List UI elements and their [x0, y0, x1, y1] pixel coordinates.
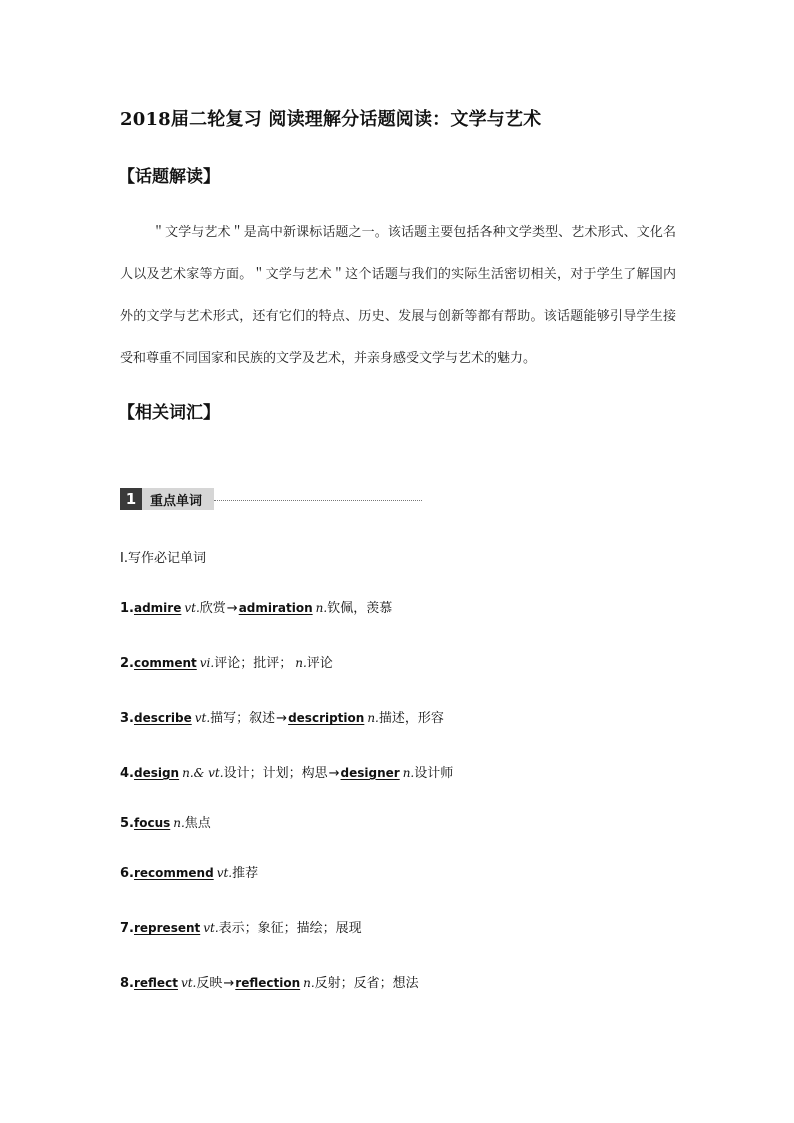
meaning: 焦点 [184, 816, 211, 831]
intro-paragraph: ＂文学与艺术＂是高中新课标话题之一。该话题主要包括各种文学类型、艺术形式、文化名人以及艺术家等方面。＂文学与艺术＂这个话题与我们的实际生活密切相关，对于学生了解国内外的文学与艺术形式，还有它们的特点、历史、发展与创新等都有帮助。该话题能够引导学生接受和尊重不同国家和民族的文学及艺术，并亲身感受文学与艺术的魅力。 [120, 225, 676, 366]
vocab-word: reflect [133, 976, 178, 990]
meaning: 欣赏 [199, 601, 226, 616]
meaning: 表示；象征；描绘；展现 [218, 921, 362, 936]
banner-label: 重点单词 [142, 488, 214, 510]
banner-divider [214, 500, 422, 501]
part-of-speech: vt. [216, 866, 233, 880]
arrow-icon: → [276, 711, 288, 726]
item-number: 2. [120, 656, 134, 671]
part-of-speech: vt. [184, 601, 200, 615]
vocab-item [120, 972, 419, 991]
part-of-speech: n.& vt. [182, 766, 224, 780]
item-number: 6. [120, 866, 134, 881]
item-number: 5. [120, 816, 134, 831]
item-number: 8. [120, 976, 134, 991]
item-number: 3. [120, 711, 134, 726]
meaning: 设计；计划；构思 [223, 766, 328, 781]
meaning: 描述，形容 [378, 711, 444, 726]
item-number: 4. [120, 766, 134, 781]
vocab-item [120, 812, 211, 831]
topic-heading: 【话题解读】 [118, 167, 220, 187]
meaning: 设计师 [414, 766, 454, 781]
vocab-item [120, 707, 444, 726]
part-of-speech: vt. [194, 711, 211, 725]
document-title: 2018届二轮复习 阅读理解分话题阅读：文学与艺术 [120, 109, 542, 130]
item-number: 7. [120, 921, 134, 936]
meaning: 反映 [196, 976, 223, 991]
vocab-word: admire [133, 601, 182, 615]
derived-word: designer [340, 766, 400, 780]
vocab-word: design [133, 766, 180, 780]
part-of-speech: n. [402, 766, 415, 780]
vocab-heading: 【相关词汇】 [118, 403, 220, 423]
vocab-word: focus [133, 816, 171, 830]
part-of-speech: n. [173, 816, 185, 830]
derived-word: description [288, 711, 365, 725]
part-of-speech: vt. [180, 976, 197, 990]
vocab-word: recommend [133, 866, 214, 880]
part-of-speech: n. [295, 656, 307, 670]
arrow-icon: → [226, 601, 238, 616]
vocab-word: describe [133, 711, 192, 725]
vocab-subheading: Ⅰ.写作必记单词 [120, 551, 206, 566]
part-of-speech: n. [303, 976, 315, 990]
vocab-item [120, 862, 258, 881]
vocab-item [120, 652, 333, 671]
arrow-icon: → [223, 976, 235, 991]
part-of-speech: n. [315, 601, 328, 615]
derived-word: reflection [235, 976, 301, 990]
derived-word: admiration [238, 601, 313, 615]
banner-number: 1 [120, 488, 142, 510]
arrow-icon: → [328, 766, 340, 781]
vocab-item [120, 597, 392, 616]
section-banner [120, 488, 422, 510]
vocab-word: comment [133, 656, 197, 670]
vocab-word: represent [133, 921, 201, 935]
meaning: 描写；叙述 [210, 711, 276, 726]
part-of-speech: n. [367, 711, 379, 725]
meaning: 推荐 [232, 866, 259, 881]
vocab-item [120, 762, 453, 781]
meaning: 钦佩，羡慕 [327, 601, 393, 616]
meaning: 评论；批评； [214, 656, 293, 671]
meaning: 反射；反省；想法 [314, 976, 419, 991]
part-of-speech: vt. [203, 921, 219, 935]
part-of-speech: vi. [199, 656, 215, 670]
item-number: 1. [120, 601, 134, 616]
meaning: 评论 [306, 656, 333, 671]
vocab-item [120, 917, 362, 936]
